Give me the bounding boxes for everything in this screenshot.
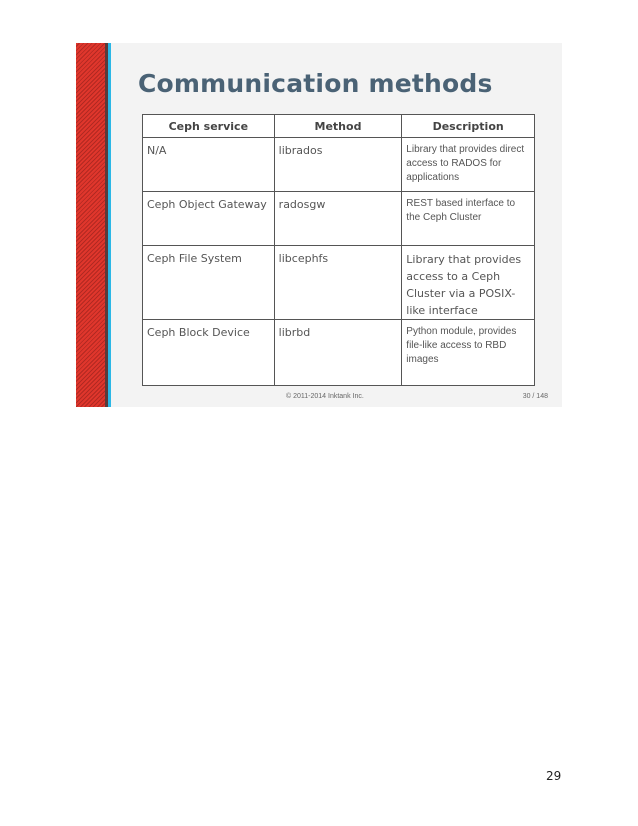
- table-header-row: [143, 115, 535, 138]
- cell-service: Ceph File System: [143, 246, 275, 320]
- table-row: [143, 192, 535, 246]
- slide-counter: 30 / 148: [522, 393, 548, 400]
- header-ceph-service: Ceph service: [143, 115, 275, 138]
- table-row: [143, 138, 535, 192]
- cell-service: N/A: [143, 138, 275, 192]
- cell-description: REST based interface to the Ceph Cluster: [402, 192, 535, 246]
- cell-service: Ceph Object Gateway: [143, 192, 275, 246]
- cell-method: libcephfs: [274, 246, 402, 320]
- cell-description: Library that provides access to a Ceph Cluster via a POSIX-like interface: [402, 246, 535, 320]
- cell-method: librbd: [274, 320, 402, 386]
- cell-service: Ceph Block Device: [143, 320, 275, 386]
- table-row: [143, 320, 535, 386]
- cell-description: Library that provides direct access to RADOS for applications: [402, 138, 535, 192]
- cell-method: librados: [274, 138, 402, 192]
- slide: [76, 43, 562, 407]
- header-description: Description: [402, 115, 535, 138]
- decorative-cyan-stripe: [108, 43, 111, 407]
- table-row: [143, 246, 535, 320]
- cell-description: Python module, provides file-like access to RBD images: [402, 320, 535, 386]
- slide-footer-copyright: © 2011-2014 Inktank Inc.: [286, 393, 364, 400]
- cell-method: radosgw: [274, 192, 402, 246]
- page-number: 29: [546, 769, 562, 783]
- header-method: Method: [274, 115, 402, 138]
- decorative-red-stripe: [76, 43, 105, 407]
- slide-title: Communication methods: [138, 69, 493, 98]
- communication-methods-table: [142, 114, 535, 386]
